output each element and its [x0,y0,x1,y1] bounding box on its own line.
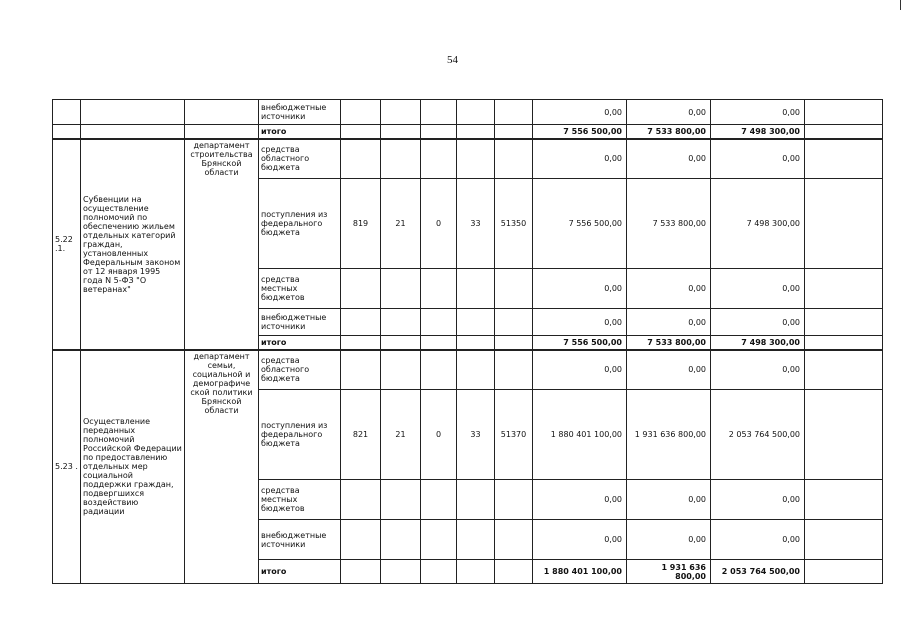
empty-cell [805,350,883,390]
source-cell: средства местных бюджетов [259,269,341,309]
item-number: 5.22 .1. [53,139,81,350]
empty-cell [341,100,381,125]
source-cell: поступления из федерального бюджета [259,179,341,269]
year2-cell: 0,00 [627,309,711,336]
empty-cell [457,139,495,179]
code-cell: 33 [457,390,495,480]
empty-cell [381,336,421,350]
source-cell: внебюджетные источники [259,309,341,336]
year1-cell: 7 556 500,00 [533,125,627,139]
year1-cell: 0,00 [533,309,627,336]
code-cell: 33 [457,179,495,269]
year3-cell: 0,00 [711,350,805,390]
year1-cell: 0,00 [533,480,627,520]
empty-cell [805,309,883,336]
empty-cell [495,269,533,309]
extra-cell [805,100,883,125]
year3-cell: 0,00 [711,139,805,179]
empty-cell [457,560,495,584]
empty-cell [457,100,495,125]
code-cell: 821 [341,390,381,480]
year2-cell: 7 533 800,00 [627,125,711,139]
empty-cell [805,125,883,139]
empty-cell [457,125,495,139]
year2-cell: 1 931 636 800,00 [627,560,711,584]
year3-cell: 7 498 300,00 [711,179,805,269]
empty-cell [805,480,883,520]
empty-cell [805,179,883,269]
empty-cell [185,125,259,139]
year1-cell: 1 880 401 100,00 [533,560,627,584]
empty-cell [457,480,495,520]
empty-cell [421,520,457,560]
empty-cell [495,350,533,390]
source-cell: внебюджетные источники [259,520,341,560]
year1-cell: 1 880 401 100,00 [533,390,627,480]
empty-cell [81,125,185,139]
year1-cell: 0,00 [533,520,627,560]
empty-cell [495,309,533,336]
empty-cell [457,336,495,350]
empty-cell [421,139,457,179]
budget-table [52,99,883,584]
empty-cell [341,336,381,350]
empty-cell [381,269,421,309]
code-cell: 819 [341,179,381,269]
item-title: Осуществление переданных полномочий Российской Федерации по предоставлению отдельных мер социальной поддержки граждан, подвергшихся воздействию радиации [81,350,185,584]
empty-cell [495,100,533,125]
year3-cell: 0,00 [711,269,805,309]
empty-cell [341,309,381,336]
empty-cell [495,139,533,179]
source-cell: поступления из федерального бюджета [259,390,341,480]
empty-cell [341,125,381,139]
empty-cell [421,480,457,520]
empty-cell [381,350,421,390]
empty-cell [341,269,381,309]
empty-cell [805,520,883,560]
source-cell: итого [259,560,341,584]
year1-cell: 0,00 [533,350,627,390]
empty-cell [495,336,533,350]
item-executor: департамент строительства Брянской области [185,139,259,350]
empty-cell [381,100,421,125]
year1-cell: 0,00 [533,139,627,179]
empty-cell [495,560,533,584]
code-cell: 21 [381,390,421,480]
empty-cell [381,139,421,179]
empty-cell [421,336,457,350]
table-row [53,100,883,125]
year2-cell: 0,00 [627,139,711,179]
empty-cell [421,269,457,309]
year3-cell: 0,00 [711,309,805,336]
table-row [53,125,883,139]
year3-cell: 0,00 [711,100,805,125]
source-cell: средства местных бюджетов [259,480,341,520]
year3-cell: 0,00 [711,480,805,520]
year2-cell: 7 533 800,00 [627,336,711,350]
year2-cell: 0,00 [627,350,711,390]
table-row [53,350,883,390]
empty-cell [341,560,381,584]
year3-cell: 2 053 764 500,00 [711,560,805,584]
item-executor: департамент семьи, социальной и демографиче ской политики Брянской области [185,350,259,584]
empty-cell [53,125,81,139]
empty-cell [457,350,495,390]
year2-cell: 0,00 [627,520,711,560]
year1-cell: 7 556 500,00 [533,336,627,350]
empty-cell [457,309,495,336]
empty-cell [341,350,381,390]
empty-cell [421,100,457,125]
code-cell: 51350 [495,179,533,269]
code-cell: 51370 [495,390,533,480]
code-cell: 0 [421,390,457,480]
source-cell: средства областного бюджета [259,139,341,179]
empty-cell [421,560,457,584]
empty-cell [805,269,883,309]
empty-cell [341,480,381,520]
empty-cell [381,560,421,584]
empty-cell [457,520,495,560]
year2-cell: 0,00 [627,100,711,125]
source-cell: итого [259,336,341,350]
empty-cell [495,125,533,139]
year1-cell: 7 556 500,00 [533,179,627,269]
empty-cell [805,336,883,350]
empty-cell [421,125,457,139]
code-cell: 0 [421,179,457,269]
year3-cell: 2 053 764 500,00 [711,390,805,480]
year2-cell: 1 931 636 800,00 [627,390,711,480]
empty-cell [495,520,533,560]
empty-cell [381,480,421,520]
year2-cell: 0,00 [627,480,711,520]
empty-cell [381,125,421,139]
code-cell: 21 [381,179,421,269]
empty-cell [805,390,883,480]
year2-cell: 7 533 800,00 [627,179,711,269]
empty-cell [341,520,381,560]
page-number: 54 [447,54,458,66]
title-cell [81,100,185,125]
item-number: 5.23 . [53,350,81,584]
year3-cell: 0,00 [711,520,805,560]
empty-cell [381,520,421,560]
executor-cell [185,100,259,125]
empty-cell [341,139,381,179]
empty-cell [421,309,457,336]
table-row [53,139,883,179]
empty-cell [805,560,883,584]
empty-cell [457,269,495,309]
number-cell [53,100,81,125]
year3-cell: 7 498 300,00 [711,125,805,139]
item-title: Субвенции на осуществление полномочий по обеспечению жильем отдельных категорий граждан, установленных Федеральным законом от 12 января 1995 года N 5-ФЗ "О ветеранах" [81,139,185,350]
scan-edge-mark [900,0,901,10]
empty-cell [381,309,421,336]
empty-cell [805,139,883,179]
source-cell: средства областного бюджета [259,350,341,390]
year1-cell: 0,00 [533,100,627,125]
empty-cell [421,350,457,390]
empty-cell [495,480,533,520]
year3-cell: 7 498 300,00 [711,336,805,350]
source-cell: итого [259,125,341,139]
source-cell: внебюджетные источники [259,100,341,125]
year2-cell: 0,00 [627,269,711,309]
year1-cell: 0,00 [533,269,627,309]
